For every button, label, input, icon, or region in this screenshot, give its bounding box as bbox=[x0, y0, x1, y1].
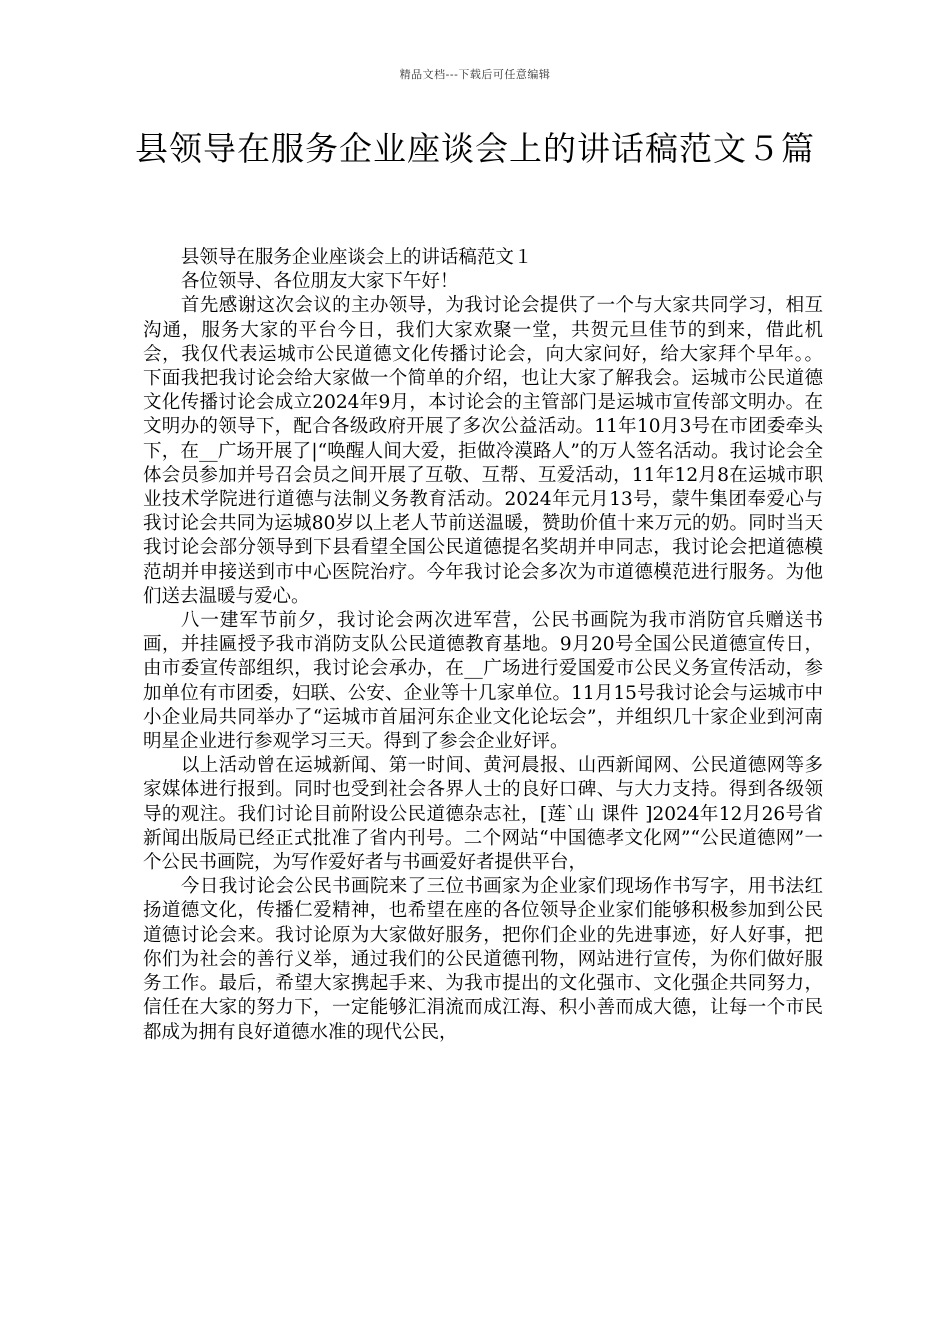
paragraph-1: 首先感谢这次会议的主办领导，为我讨论会提供了一个与大家共同学习，相互沟通，服务大家的平台今日，我们大家欢聚一堂，共贺元旦佳节的到来，借此机会，我仅代表运城市公民道德文化传播讨论会，向大家问好，给大家拜个早年。。 下面我把我讨论会给大家做一个简单的介绍，也让大家了解我会。运城市公民道德文化传播讨论会成立2024年9月，本讨论会的主管部门是运城市宣传部文明办。在文明办的领导下，配合各级政府开展了多次公益活动。11年10月3号在市团委牵头下，在__广场开展了|“唤醒人间大爱，拒做冷漠路人”的万人签名活动。我讨论会全体会员参加并号召会员之间开展了互敬、互帮、互爱活动，11年12月8在运城市职业技术学院进行道德与法制义务教育活动。2024年元月13号，蒙牛集团奉爱心与我讨论会共同为运城80岁以上老人节前送温暖，赞助价值十来万元的奶。同时当天我讨论会部分领导到下县看望全国公民道德提名奖胡并申同志，我讨论会把道德模范胡并申接送到市中心医院治疗。今年我讨论会多次为市道德模范进行服务。为他们送去温暖与爱心。 bbox=[143, 295, 823, 607]
document-title: 县领导在服务企业座谈会上的讲话稿范文５篇 bbox=[135, 129, 815, 168]
paragraph-4: 今日我讨论会公民书画院来了三位书画家为企业家们现场作书写字，用书法红扬道德文化，传播仁爱精神，也希望在座的各位领导企业家们能够积极参加到公民道德讨论会来。我讨论原为大家做好服务，把你们企业的先进事迹，好人好事，把你们为社会的善行义举，通过我们的公民道德刊物，网站进行宣传，为你们做好服务工作。最后，希望大家携起手来、为我市提出的文化强市、文化强企共同努力，信任在大家的努力下，一定能够汇涓流而成江海、积小善而成大德，让每一个市民都成为拥有良好道德水准的现代公民， bbox=[143, 876, 823, 1043]
header-note: 精品文档---下载后可任意编辑 bbox=[399, 68, 551, 81]
section-subtitle: 县领导在服务企业座谈会上的讲话稿范文１ bbox=[180, 247, 533, 268]
greeting: 各位领导、各位朋友大家下午好！ bbox=[180, 271, 459, 293]
paragraph-2: 八一建军节前夕，我讨论会两次进军营，公民书画院为我市消防官兵赠送书画，并挂匾授予我市消防支队公民道德教育基地。9月20号全国公民道德宣传日，由市委宣传部组织，我讨论会承办，在__广场进行爱国爱市公民义务宣传活动，参加单位有市团委，妇联、公安、企业等十几家单位。11月15号我讨论会与运城市中小企业局共同举办了“运城市首届河东企业文化论坛会”，并组织几十家企业到河南明星企业进行参观学习三天。得到了参会企业好评。 bbox=[143, 610, 823, 753]
paragraph-3: 以上活动曾在运城新闻、第一时间、黄河晨报、山西新闻网、公民道德网等多家媒体进行报到。同时也受到社会各界人士的良好口碑、与大力支持。得到各级领导的观注。我们讨论目前附设公民道德杂志社，[莲`山 课件 ]2024年12月26号省新闻出版局已经正式批准了省内刊号。二个网站“中国德孝文化网”“公民道德网”一个公民书画院，为写作爱好者与书画爱好者提供平台， bbox=[143, 755, 823, 874]
document-body bbox=[143, 246, 823, 1045]
